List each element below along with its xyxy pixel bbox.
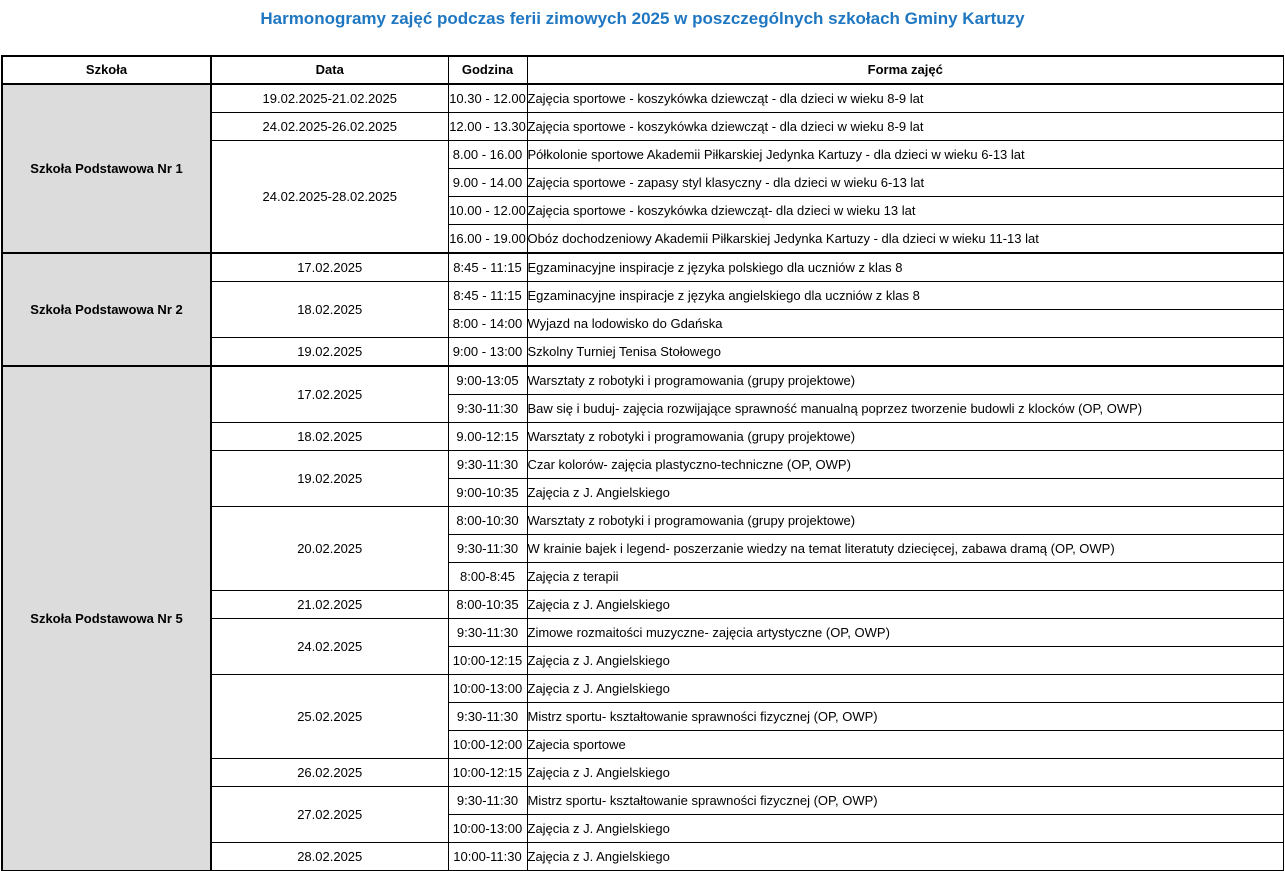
session-time: 8:00-8:45 bbox=[448, 563, 527, 591]
session-time: 9:30-11:30 bbox=[448, 451, 527, 479]
session-form: Egzaminacyjne inspiracje z języka polskiego dla uczniów z klas 8 bbox=[527, 253, 1284, 282]
session-time: 10.30 - 12.00 bbox=[448, 84, 527, 113]
session-time: 8:45 - 11:15 bbox=[448, 253, 527, 282]
session-date: 28.02.2025 bbox=[211, 843, 448, 871]
session-time: 9:00 - 13:00 bbox=[448, 338, 527, 367]
session-form: Zajęcia sportowe - koszykówka dziewcząt - dla dzieci w wieku 8-9 lat bbox=[527, 113, 1284, 141]
header-school: Szkoła bbox=[2, 56, 211, 84]
header-form: Forma zajęć bbox=[527, 56, 1284, 84]
session-time: 9:30-11:30 bbox=[448, 619, 527, 647]
session-date: 21.02.2025 bbox=[211, 591, 448, 619]
session-form: Zajęcia z J. Angielskiego bbox=[527, 647, 1284, 675]
school-name: Szkoła Podstawowa Nr 1 bbox=[2, 84, 211, 253]
session-form: Zajęcia z J. Angielskiego bbox=[527, 591, 1284, 619]
session-form: W krainie bajek i legend- poszerzanie wiedzy na temat literatuty dziecięcej, zabawa dramą (OP, OWP) bbox=[527, 535, 1284, 563]
session-time: 9:30-11:30 bbox=[448, 787, 527, 815]
session-date: 17.02.2025 bbox=[211, 253, 448, 282]
table-row bbox=[2, 253, 1284, 282]
session-date: 26.02.2025 bbox=[211, 759, 448, 787]
schedule-table bbox=[1, 55, 1284, 871]
session-time: 9:00-10:35 bbox=[448, 479, 527, 507]
session-time: 9:30-11:30 bbox=[448, 703, 527, 731]
session-form: Warsztaty z robotyki i programowania (grupy projektowe) bbox=[527, 423, 1284, 451]
session-time: 8:45 - 11:15 bbox=[448, 282, 527, 310]
session-time: 8:00-10:35 bbox=[448, 591, 527, 619]
session-time: 10:00-12:15 bbox=[448, 759, 527, 787]
session-time: 8.00 - 16.00 bbox=[448, 141, 527, 169]
table-row bbox=[2, 84, 1284, 113]
session-form: Zajęcia z J. Angielskiego bbox=[527, 815, 1284, 843]
session-form: Egzaminacyjne inspiracje z języka angielskiego dla uczniów z klas 8 bbox=[527, 282, 1284, 310]
session-form: Czar kolorów- zajęcia plastyczno-techniczne (OP, OWP) bbox=[527, 451, 1284, 479]
session-form: Mistrz sportu- kształtowanie sprawności fizycznej (OP, OWP) bbox=[527, 703, 1284, 731]
session-time: 8:00-10:30 bbox=[448, 507, 527, 535]
session-time: 16.00 - 19.00 bbox=[448, 225, 527, 254]
session-date: 19.02.2025-21.02.2025 bbox=[211, 84, 448, 113]
session-time: 8:00 - 14:00 bbox=[448, 310, 527, 338]
header-time: Godzina bbox=[448, 56, 527, 84]
session-time: 9:30-11:30 bbox=[448, 535, 527, 563]
session-date: 24.02.2025-26.02.2025 bbox=[211, 113, 448, 141]
session-form: Warsztaty z robotyki i programowania (grupy projektowe) bbox=[527, 507, 1284, 535]
session-date: 24.02.2025-28.02.2025 bbox=[211, 141, 448, 254]
session-form: Zajęcia z J. Angielskiego bbox=[527, 479, 1284, 507]
session-form: Zajęcia sportowe - zapasy styl klasyczny - dla dzieci w wieku 6-13 lat bbox=[527, 169, 1284, 197]
page-title: Harmonogramy zajęć podczas ferii zimowych 2025 w poszczególnych szkołach Gminy Kartuzy bbox=[260, 9, 1025, 28]
session-form: Warsztaty z robotyki i programowania (grupy projektowe) bbox=[527, 366, 1284, 395]
session-time: 10:00-12:00 bbox=[448, 731, 527, 759]
session-form: Półkolonie sportowe Akademii Piłkarskiej Jedynka Kartuzy - dla dzieci w wieku 6-13 lat bbox=[527, 141, 1284, 169]
session-date: 18.02.2025 bbox=[211, 282, 448, 338]
session-date: 20.02.2025 bbox=[211, 507, 448, 591]
session-form: Baw się i buduj- zajęcia rozwijające sprawność manualną poprzez tworzenie budowli z klocków (OP, OWP) bbox=[527, 395, 1284, 423]
session-form: Zajęcia z J. Angielskiego bbox=[527, 759, 1284, 787]
session-form: Szkolny Turniej Tenisa Stołowego bbox=[527, 338, 1284, 367]
session-form: Obóz dochodzeniowy Akademii Piłkarskiej Jedynka Kartuzy - dla dzieci w wieku 11-13 lat bbox=[527, 225, 1284, 254]
session-date: 27.02.2025 bbox=[211, 787, 448, 843]
session-time: 9:00-13:05 bbox=[448, 366, 527, 395]
session-time: 10:00-13:00 bbox=[448, 675, 527, 703]
session-form: Mistrz sportu- kształtowanie sprawności fizycznej (OP, OWP) bbox=[527, 787, 1284, 815]
session-time: 10:00-12:15 bbox=[448, 647, 527, 675]
header-date: Data bbox=[211, 56, 448, 84]
school-name: Szkoła Podstawowa Nr 5 bbox=[2, 366, 211, 871]
schedule-body bbox=[2, 84, 1284, 871]
session-form: Zajęcia sportowe - koszykówka dziewcząt- dla dzieci w wieku 13 lat bbox=[527, 197, 1284, 225]
table-row bbox=[2, 366, 1284, 395]
session-time: 10:00-13:00 bbox=[448, 815, 527, 843]
session-date: 24.02.2025 bbox=[211, 619, 448, 675]
header-row bbox=[2, 56, 1284, 84]
session-form: Wyjazd na lodowisko do Gdańska bbox=[527, 310, 1284, 338]
session-date: 18.02.2025 bbox=[211, 423, 448, 451]
session-date: 25.02.2025 bbox=[211, 675, 448, 759]
session-form: Zimowe rozmaitości muzyczne- zajęcia artystyczne (OP, OWP) bbox=[527, 619, 1284, 647]
session-form: Zajęcia z J. Angielskiego bbox=[527, 675, 1284, 703]
session-date: 17.02.2025 bbox=[211, 366, 448, 423]
session-date: 19.02.2025 bbox=[211, 451, 448, 507]
session-form: Zajęcia sportowe - koszykówka dziewcząt - dla dzieci w wieku 8-9 lat bbox=[527, 84, 1284, 113]
session-time: 9.00 - 14.00 bbox=[448, 169, 527, 197]
session-time: 9.00-12:15 bbox=[448, 423, 527, 451]
session-time: 12.00 - 13.30 bbox=[448, 113, 527, 141]
session-date: 19.02.2025 bbox=[211, 338, 448, 367]
session-form: Zajęcia z terapii bbox=[527, 563, 1284, 591]
session-time: 10.00 - 12.00 bbox=[448, 197, 527, 225]
session-form: Zajęcia z J. Angielskiego bbox=[527, 843, 1284, 871]
school-name: Szkoła Podstawowa Nr 2 bbox=[2, 253, 211, 366]
session-time: 10:00-11:30 bbox=[448, 843, 527, 871]
session-time: 9:30-11:30 bbox=[448, 395, 527, 423]
session-form: Zajecia sportowe bbox=[527, 731, 1284, 759]
